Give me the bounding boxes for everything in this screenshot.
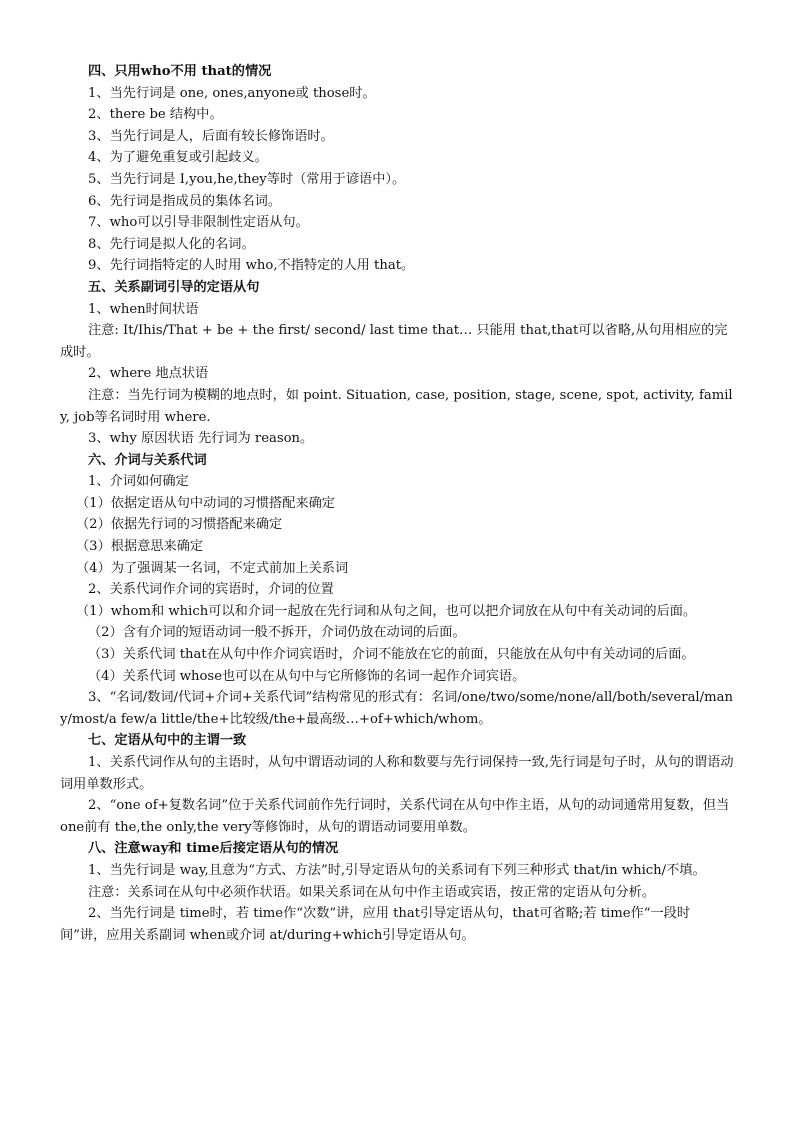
text-line: 1、关系代词作从句的主语时，从句中谓语动词的人称和数要与先行词保持一致,先行词是句子时，从句的谓语动词用单数形式。 [60,755,734,792]
text-line: 6、先行词是指成员的集体名词。 [88,193,282,209]
text-line: （4）关系代词 whose也可以在从句中与它所修饰的名词一起作介词宾语。 [88,668,526,684]
text-line: 2、当先行词是 time时，若 time作“次数”讲，应用 that引导定语从句，that可省略;若 time作“一段时间”讲，应用关系副词 when或介词 at/during+which引导定语从句。 [60,906,691,943]
section-heading-8: 八、注意way和 time后接定语从句的情况 [88,841,339,857]
text-line: 2、“one of+复数名词”位于关系代词前作先行词时，关系代词在从句中作主语，从句的动词通常用复数，但当 one前有 the,the only,the very等修饰时，从句的谓语动词要用单数。 [60,798,730,835]
text-line: 1、当先行词是 one, ones,anyone或 those时。 [88,85,376,101]
text-line: 注意：关系词在从句中必须作状语。如果关系词在从句中作主语或宾语，按正常的定语从句分析。 [88,884,656,900]
text-line: 5、当先行词是 I,you,he,they等时（常用于谚语中）。 [88,171,406,187]
text-line: 2、关系代词作介词的宾语时，介词的位置 [88,582,334,598]
text-line: （1）whom和 which可以和介词一起放在先行词和从句之间，也可以把介词放在从句中有关动词的后面。 [76,603,697,619]
section-heading-7: 七、定语从句中的主谓一致 [88,733,247,749]
section-heading-6: 六、介词与关系代词 [88,452,207,468]
text-line: 1、介词如何确定 [88,474,189,490]
text-line: 9、先行词指特定的人时用 who,不指特定的人用 that。 [88,258,415,274]
text-line: 1、when时间状语 [88,301,199,317]
text-line: 注意: It/Ihis/That + be + the first/ second/ last time that… 只能用 that,that可以省略,从句用相应的完成时。 [60,323,728,360]
text-line: 4、为了避免重复或引起歧义。 [88,150,268,166]
text-line: 3、当先行词是人，后面有较长修饰语时。 [88,128,334,144]
text-line: 3、why 原因状语 先行词为 reason。 [88,431,314,447]
section-heading-5: 五、关系副词引导的定语从句 [88,279,260,295]
text-line: 2、there be 结构中。 [88,107,223,123]
section-heading-4: 四、只用who不用 that的情况 [88,64,272,79]
text-line: （1）依据定语从句中动词的习惯搭配来确定 [76,495,335,511]
text-line: 注意：当先行词为模糊的地点时，如 point. Situation, case, position, stage, scene, spot, activity, family, job等名词时用 where. [60,387,733,425]
text-line: 1、当先行词是 way,且意为“方式、方法”时,引导定语从句的关系词有下列三种形式 that/in which/不填。 [88,862,706,878]
document-body [60,61,736,946]
text-line: 3、“名词/数词/代词+介词+关系代词”结构常见的形式有：名词/one/two/some/none/all/both/several/many/most/a few/a little/the+比较级/the+最高级…+of+which/whom。 [60,690,733,727]
text-line: 7、who可以引导非限制性定语从句。 [88,215,309,231]
text-line: （3）根据意思来确定 [76,539,204,555]
text-line: 2、where 地点状语 [88,366,209,382]
text-line: （4）为了强调某一名词，不定式前加上关系词 [76,560,349,576]
text-line: 8、先行词是拟人化的名词。 [88,236,255,252]
text-line: （3）关系代词 that在从句中作介词宾语时，介词不能放在它的前面，只能放在从句中有关动词的后面。 [88,647,695,663]
text-line: （2）依据先行词的习惯搭配来确定 [76,517,283,533]
text-line: （2）含有介词的短语动词一般不拆开，介词仍放在动词的后面。 [88,625,466,641]
